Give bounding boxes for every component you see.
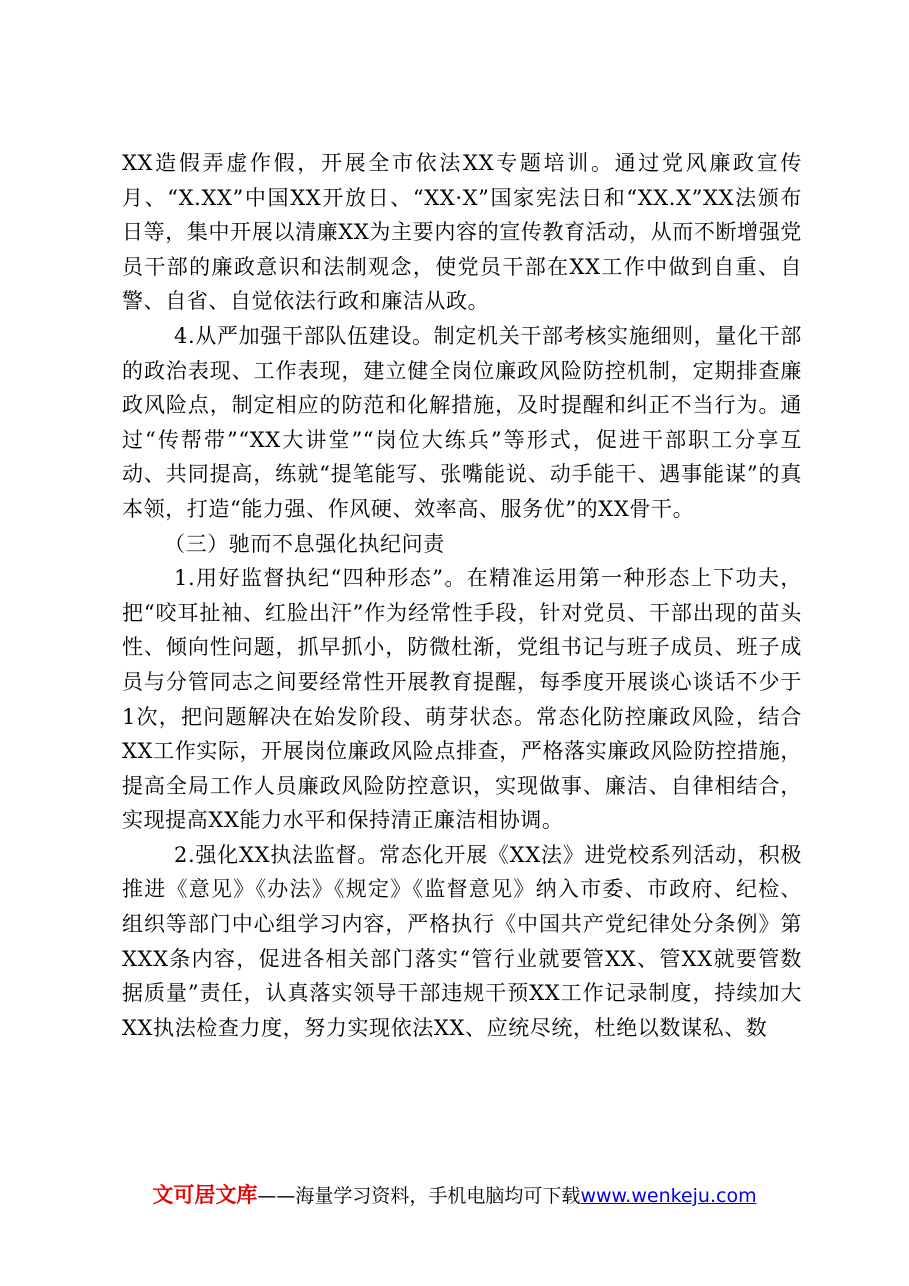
paragraph-item-1: 1.用好监督执纪“四种形态”。在精准运用第一种形态上下功夫，把“咬耳扯袖、红脸出汗”作为经常性手段，针对党员、干部出现的苗头性、倾向性问题，抓早抓小，防微杜渐，党组书记与班子成员、班子成员与分管同志之间要经常性开展教育提醒，每季度开展谈心谈话不少于1次，把问题解决在始发阶段、萌芽状态。常态化防控廉政风险，结合XX工作实际，开展岗位廉政风险点排查，严格落实廉政风险防控措施，提高全局工作人员廉政风险防控意识，实现做事、廉洁、自律相结合，实现提高XX能力水平和保持清正廉洁相协调。	[122, 566, 802, 833]
paragraph-item-4: 4.从严加强干部队伍建设。制定机关干部考核实施细则，量化干部的政治表现、工作表现，建立健全岗位廉政风险防控机制，定期排查廉政风险点，制定相应的防范和化解措施，及时提醒和纠正不当行为。通过“传帮带”“XX大讲堂”“岗位大练兵”等形式，促进干部职工分享互动、共同提高，练就“提笔能写、张嘴能说、动手能干、遇事能谋”的真本领，打造“能力强、作风硬、效率高、服务优”的XX骨干。	[122, 323, 802, 521]
footer-banner	[0, 1182, 909, 1209]
section-heading: （三）驰而不息强化执纪问责	[164, 531, 445, 556]
footer-tagline: ——海量学习资料，手机电脑均可下载	[257, 1185, 581, 1207]
paragraph-item-2: 2.强化XX执法监督。常态化开展《XX法》进党校系列活动，积极推进《意见》《办法》《规定》《监督意见》纳入市委、市政府、纪检、组织等部门中心组学习内容，严格执行《中国共产党纪律处分条例》第XXX条内容，促进各相关部门落实“管行业就要管XX、管XX就要管数据质量”责任，认真落实领导干部违规干预XX工作记录制度，持续加大XX执法检查力度，努力实现依法XX、应统尽统，杜绝以数谋私、数	[122, 842, 802, 1040]
footer-link[interactable]: www.wenkeju.com	[580, 1185, 757, 1207]
paragraph-continuation: XX造假弄虚作假，开展全市依法XX专题培训。通过党风廉政宣传月、“X.XX”中国XX开放日、“XX·X”国家宪法日和“XX.X”XX法颁布日等，集中开展以清廉XX为主要内容的宣传教育活动，从而不断增强党员干部的廉政意识和法制观念，使党员干部在XX工作中做到自重、自警、自省、自觉依法行政和廉洁从政。	[122, 151, 802, 314]
document-body	[122, 146, 802, 1045]
footer-brand: 文可居文库	[152, 1183, 258, 1207]
